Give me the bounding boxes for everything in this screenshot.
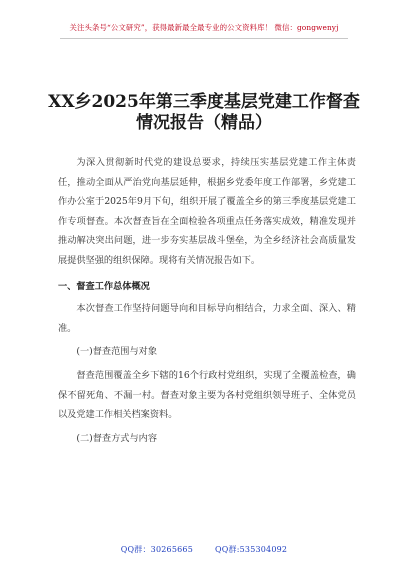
document-title bbox=[30, 92, 378, 134]
document-body bbox=[58, 153, 356, 452]
header-promo-note: 关注头条号“公文研究”，获得最新最全最专业的公文资料库！ 微信：gongwenyj bbox=[69, 23, 339, 32]
subsection-2-heading: (二)督查方式与内容 bbox=[76, 432, 158, 444]
footer-contact bbox=[0, 544, 408, 555]
footer-qq-group-1: QQ群：30265665 bbox=[120, 545, 193, 554]
title-line-2: 情况报告（精品） bbox=[136, 113, 272, 133]
subsection-1-paragraph: 督查范围覆盖全乡下辖的16个行政村党组织，实现了全覆盖检查，确保不留死角、不漏一村。督查对象主要为各村党组织领导班子、全体党员以及党建工作相关档案资料。 bbox=[58, 369, 356, 421]
section-1-heading: 一、督查工作总体概况 bbox=[58, 280, 150, 292]
section-1-paragraph: 本次督查工作坚持问题导向和目标导向相结合，力求全面、深入、精准。 bbox=[58, 303, 356, 334]
title-line-1: XX乡2025年第三季度基层党建工作督查 bbox=[48, 92, 360, 112]
intro-paragraph: 为深入贯彻新时代党的建设总要求，持续压实基层党建工作主体责任，推动全面从严治党向基层延伸，根据乡党委年度工作部署，乡党建工作办公室于2025年9月下旬，组织开展了覆盖全乡的第三季度基层党建工作专项督查。本次督查旨在全面检验各项重点任务落实成效，精准发现并推动解决突出问题，进一步夯实基层战斗堡垒，为全乡经济社会高质量发展提供坚强的组织保障。现将有关情况报告如下。 bbox=[58, 157, 356, 266]
footer-qq-group-2: QQ群:535304092 bbox=[215, 545, 288, 554]
subsection-1-heading: (一)督查范围与对象 bbox=[76, 346, 158, 358]
header-divider bbox=[60, 38, 348, 39]
